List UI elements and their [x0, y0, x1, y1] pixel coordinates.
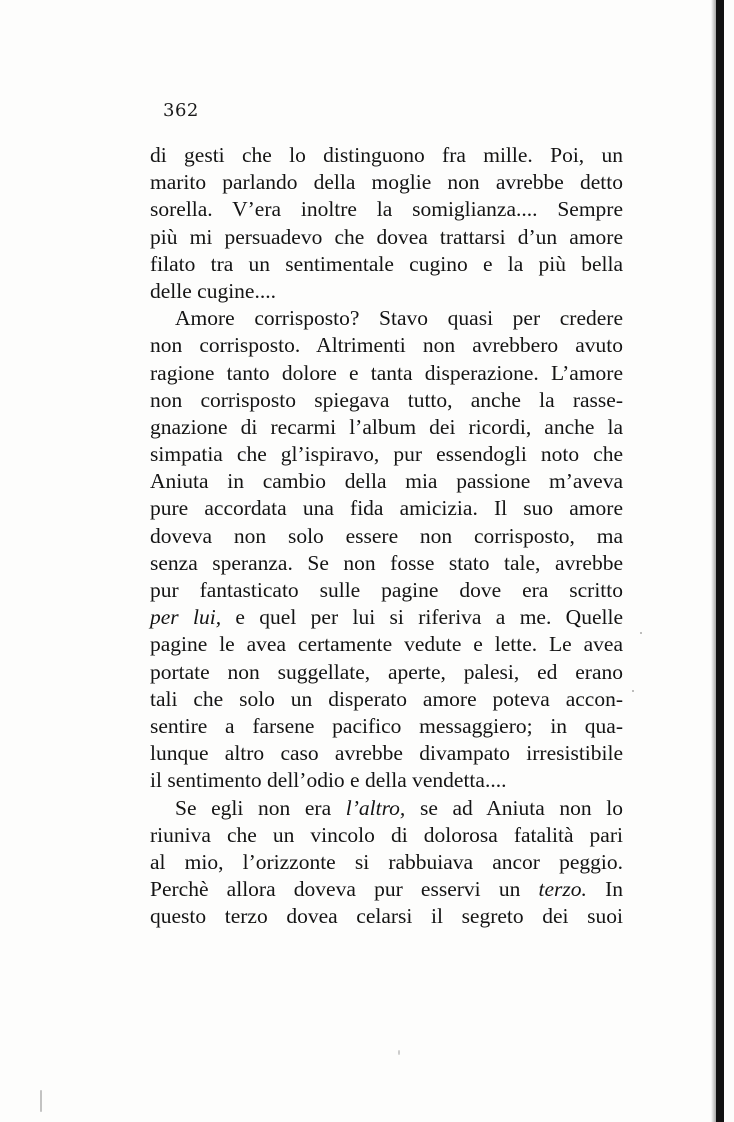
text-line: riuniva che un vincolo di dolorosa fatalità pari: [150, 822, 623, 847]
text-line: portate non suggellate, aperte, palesi, ed erano: [150, 659, 623, 684]
text-line: senza speranza. Se non fosse stato tale, avrebbe: [150, 550, 623, 575]
page-edge: [716, 0, 724, 1122]
paper-speck: [398, 1050, 400, 1055]
text-line: questo terzo dovea celarsi il segreto dei suoi: [150, 904, 623, 929]
text-line: Se egli non era l’altro, se ad Aniuta non lo: [175, 795, 623, 820]
text-line: al mio, l’orizzonte si rabbuiava ancor peggio.: [150, 849, 623, 874]
text-line: pagine le avea certamente vedute e lette. Le avea: [150, 632, 623, 657]
text-line: lunque altro caso avrebbe divampato irresistibile: [150, 741, 623, 766]
text-line: di gesti che lo distinguono fra mille. Poi, un: [150, 143, 623, 167]
text-line: sentire a farsene pacifico messaggiero; in qua-: [150, 713, 623, 738]
body-text: [150, 142, 623, 930]
paper-speck: [40, 1090, 42, 1112]
italic-text: terzo.: [538, 877, 587, 902]
text-line: Perchè allora doveva pur esservi un terzo. In: [150, 877, 623, 902]
text-line: non corrisposto spiegava tutto, anche la rasse-: [150, 387, 623, 412]
page-number: 362: [163, 100, 199, 121]
text-line: Aniuta in cambio della mia passione m’aveva: [150, 469, 623, 494]
paper-speck: [640, 632, 642, 634]
text-line: gnazione di recarmi l’album dei ricordi, anche la: [150, 414, 623, 439]
italic-text: per lui,: [150, 605, 222, 630]
text-line: Amore corrisposto? Stavo quasi per credere: [175, 306, 623, 331]
text-line: marito parlando della moglie non avrebbe detto: [150, 170, 623, 195]
text-line: non corrisposto. Altrimenti non avrebbero avuto: [150, 333, 623, 358]
text-line: più mi persuadevo che dovea trattarsi d’un amore: [150, 224, 623, 249]
text-line: doveva non solo essere non corrisposto, ma: [150, 523, 623, 548]
text-line: filato tra un sentimentale cugino e la più bella: [150, 251, 623, 276]
text-line: pure accordata una fida amicizia. Il suo amore: [150, 496, 623, 521]
text-line: delle cugine....: [150, 278, 276, 303]
text-line: ragione tanto dolore e tanta disperazione. L’amore: [150, 360, 623, 385]
paper-speck: [632, 690, 634, 692]
text-line: simpatia che gl’ispiravo, pur essendogli noto che: [150, 442, 623, 467]
text-line: per lui, e quel per lui si riferiva a me. Quelle: [150, 605, 623, 630]
text-line: pur fantasticato sulle pagine dove era scritto: [150, 578, 623, 602]
text-line: tali che solo un disperato amore poteva accon-: [150, 686, 623, 711]
italic-text: l’altro,: [345, 795, 406, 820]
text-line: il sentimento dell’odio e della vendetta....: [150, 768, 507, 793]
text-line: sorella. V’era inoltre la somiglianza.... Sempre: [150, 197, 623, 222]
